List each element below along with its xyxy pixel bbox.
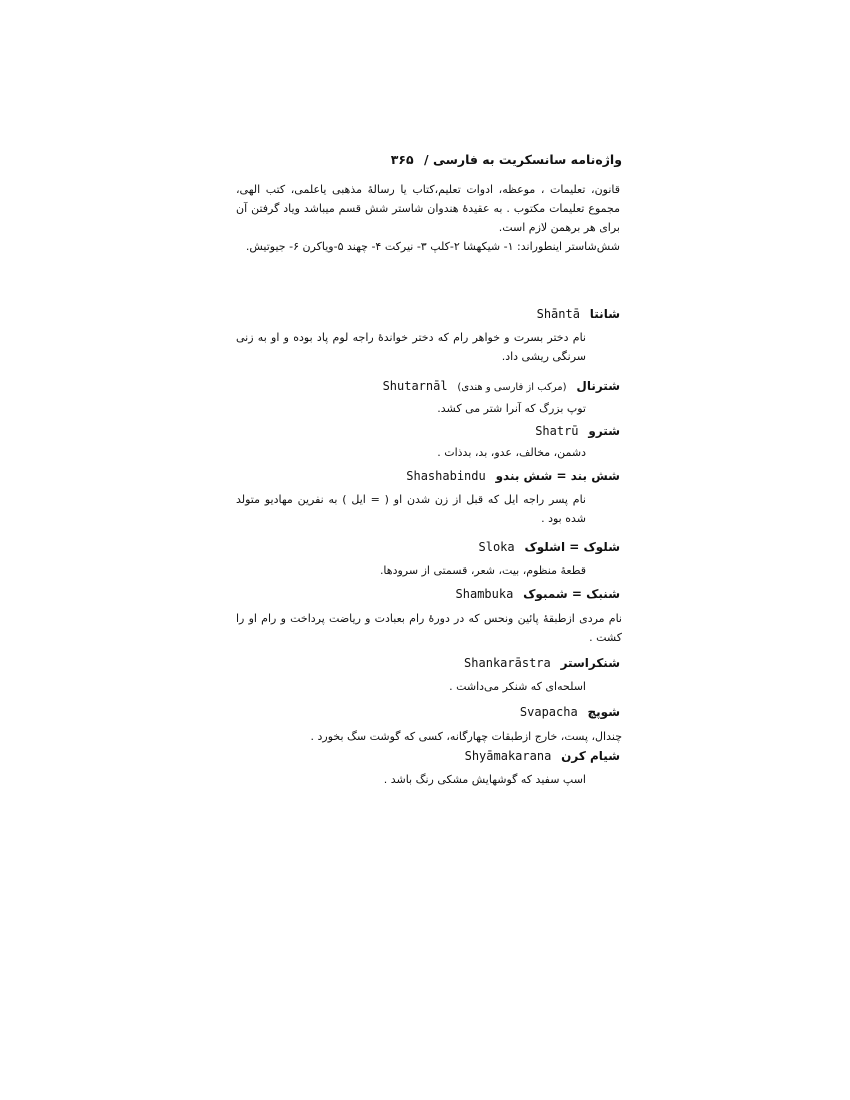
entry-note: (مرکب از فارسی و هندی) bbox=[457, 382, 567, 393]
entry-shyamakarana-definition bbox=[236, 770, 586, 789]
book-title: واژه‌نامه سانسکریت به فارسی bbox=[432, 152, 622, 167]
entry-shankarastra-head bbox=[458, 655, 620, 671]
entry-latin: Shashabindu bbox=[406, 469, 486, 483]
entry-shyamakarana-head bbox=[459, 748, 620, 764]
page-number: ۳۶۵ bbox=[390, 152, 414, 167]
intro-paragraph bbox=[236, 180, 620, 256]
entry-headword: شش بند = شش بندو bbox=[495, 469, 620, 483]
entry-shambuka-head bbox=[450, 586, 620, 602]
entry-shashabindu-head bbox=[400, 468, 620, 484]
entry-sloka-head bbox=[473, 539, 621, 555]
entry-shashabindu-definition bbox=[236, 490, 586, 528]
running-header bbox=[232, 152, 622, 167]
entry-shatru-head bbox=[529, 423, 620, 439]
entry-definition: نام مردی ازطبقهٔ پائین ونحس که در دورهٔ رام بعبادت و ریاضت پرداخت و رام او را کشت . bbox=[236, 612, 622, 644]
entry-latin: Sloka bbox=[478, 540, 515, 554]
entry-definition: توپ بزرگ که آنرا شتر می کشد. bbox=[437, 402, 586, 415]
intro-text: قانون، تعلیمات ، موعظه، ادوات تعلیم،کتاب یا رسالهٔ مذهبی یاعلمی، کتب الهی، مجموع تعلیمات مکتوب . به عقیدهٔ هندوان شاستر شش قسم میباشد ویاد گرفتن آن برای هر برهمن لازم است. bbox=[236, 183, 620, 234]
entry-definition: دشمن، مخالف، عدو، بد، بدذات . bbox=[437, 446, 586, 459]
entry-shankarastra-definition bbox=[236, 677, 586, 696]
entry-svapacha-definition bbox=[236, 727, 622, 746]
entry-definition: نام دختر بسرت و خواهر رام که دختر خواندهٔ راجه لوم پاد بوده و او به زنی سرنگی ریشی داد. bbox=[236, 331, 586, 363]
entry-latin: Shyāmakarana bbox=[464, 749, 552, 763]
entry-headword: شنبک = شمبوک bbox=[523, 587, 620, 601]
entry-shambuka-definition bbox=[236, 609, 622, 647]
entry-latin: Svapacha bbox=[519, 705, 578, 719]
entry-latin: Shankarāstra bbox=[464, 656, 551, 670]
entry-sloka-definition bbox=[236, 561, 586, 580]
entry-shatru-definition bbox=[236, 443, 586, 462]
entry-definition: اسپ سفید که گوشهایش مشکی رنگ باشد . bbox=[383, 773, 586, 786]
entry-headword: شوپچ bbox=[587, 705, 620, 719]
entry-shutarnal-definition bbox=[236, 399, 586, 418]
entry-headword: شترو bbox=[588, 424, 620, 438]
entry-definition: نام پسر راجه ایل که قبل از زن شدن او ( = ایل ) به نفرین مهادیو متولد شده بود . bbox=[236, 493, 586, 525]
entry-definition: اسلحه‌ای که شنکر می‌داشت . bbox=[449, 680, 586, 693]
entry-shutarnal-head bbox=[377, 378, 620, 396]
entry-definition: چندال، پست، خارج ازطبقات چهارگانه، کسی که گوشت سگ بخورد . bbox=[310, 730, 622, 743]
shastra-list: شش‌شاستر اینطوراند: ۱- شیکهشا ۲-کلپ ۳- نیرکت ۴- چهند ۵-ویاکرن ۶- جیوتیش. bbox=[245, 240, 620, 253]
header-separator: / bbox=[424, 152, 429, 167]
entry-latin: Shambuka bbox=[455, 587, 514, 601]
entry-svapacha-head bbox=[514, 704, 620, 720]
entry-headword: شیام کرن bbox=[561, 749, 620, 763]
entry-latin: Shatrū bbox=[535, 424, 579, 438]
entry-headword: شلوک = اشلوک bbox=[524, 540, 620, 554]
entry-headword: شنکراستر bbox=[560, 656, 620, 670]
entry-headword: شانتا bbox=[589, 307, 620, 321]
entry-latin: Shāntā bbox=[536, 307, 580, 321]
entry-shanta-definition bbox=[236, 328, 586, 366]
entry-latin: Shutarnāl bbox=[382, 379, 448, 393]
entry-headword: شترنال bbox=[576, 379, 620, 393]
entry-shanta-head bbox=[531, 306, 620, 322]
entry-definition: قطعهٔ منظوم، بیت، شعر، قسمتی از سرودها. bbox=[379, 564, 586, 577]
